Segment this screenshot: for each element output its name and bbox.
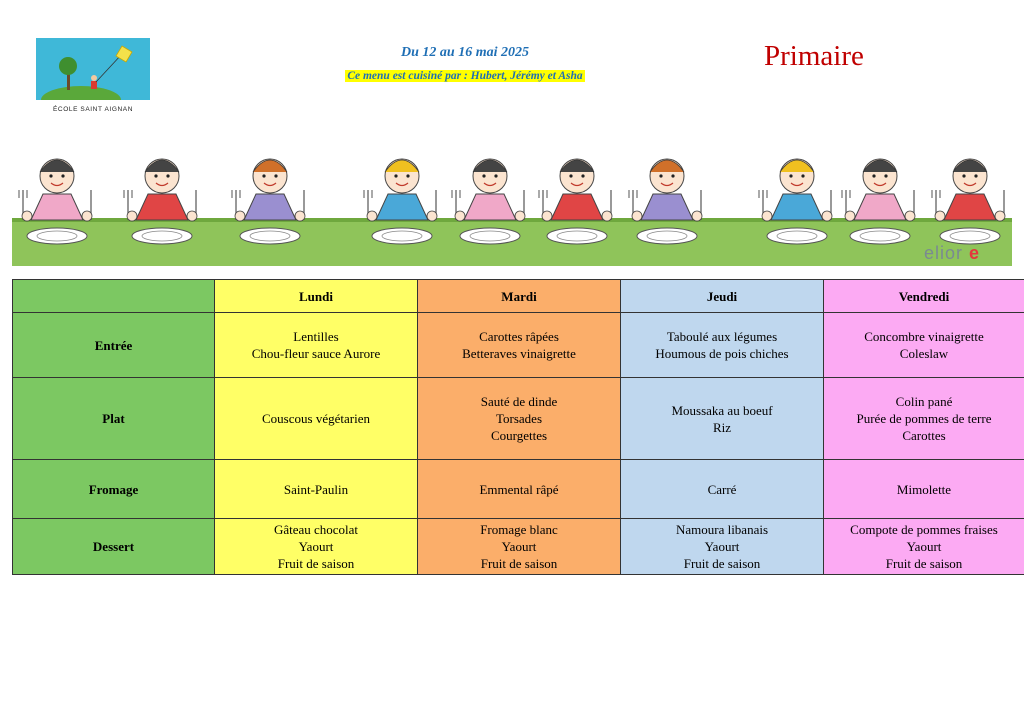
child-hand — [82, 211, 92, 221]
child-hair — [650, 160, 684, 172]
child-hair — [40, 160, 74, 172]
plate-icon — [132, 228, 192, 244]
child-body — [771, 194, 823, 220]
child-hair — [863, 160, 897, 172]
menu-cell-lundi — [215, 378, 418, 460]
dish-item: Namoura libanais — [675, 522, 769, 537]
child-hair — [560, 160, 594, 172]
child-hair — [385, 160, 419, 172]
plate-icon — [547, 228, 607, 244]
dish-item: Fruit de saison — [885, 556, 963, 571]
dish-item: Mimolette — [896, 481, 952, 497]
weekly-menu-table — [12, 279, 1024, 575]
elior-mark-icon: e — [968, 243, 980, 263]
dish-item: Chou-fleur sauce Aurore — [251, 346, 381, 361]
dish-item: Carottes — [902, 428, 946, 443]
school-level-title: Primaire — [764, 40, 864, 72]
plate-icon — [460, 228, 520, 244]
menu-cell-mardi — [418, 378, 621, 460]
child-hand — [692, 211, 702, 221]
course-label: Dessert — [13, 519, 215, 575]
dish-item: Yaourt — [298, 539, 334, 554]
menu-cell-lundi — [215, 313, 418, 378]
dish-item: Torsades — [495, 411, 543, 426]
child-hair — [253, 160, 287, 172]
child-hand — [367, 211, 377, 221]
dish-item: Colin pané — [895, 394, 953, 409]
dish-item: Carré — [707, 481, 737, 497]
menu-cell-vendredi — [824, 519, 1024, 575]
child-hand — [515, 211, 525, 221]
menu-cell-vendredi — [824, 313, 1024, 378]
plate-icon — [850, 228, 910, 244]
child-hand — [762, 211, 772, 221]
dish-item: Emmental râpé — [479, 481, 559, 497]
dish-item: Yaourt — [704, 539, 740, 554]
cooked-by-note: Ce menu est cuisiné par : Hubert, Jérémy et Asha — [347, 70, 583, 82]
dish-item: Couscous végétarien — [262, 411, 370, 426]
dish-item: Gâteau chocolat — [273, 522, 359, 537]
corner-cell — [13, 280, 215, 313]
course-label: Entrée — [13, 313, 215, 378]
child-hand — [995, 211, 1005, 221]
menu-row — [13, 460, 1024, 519]
elior-logo — [924, 243, 980, 264]
child-body — [854, 194, 906, 220]
dish-item: Compote de pommes fraises — [850, 522, 998, 537]
dish-item: Purée de pommes de terre — [856, 411, 992, 426]
menu-cell-jeudi — [621, 313, 824, 378]
dish-item: Lentilles — [293, 329, 339, 344]
dish-item: Riz — [712, 419, 732, 435]
menu-cell-lundi — [215, 519, 418, 575]
menu-cell-vendredi — [824, 460, 1024, 519]
dish-item: Courgettes — [490, 428, 548, 443]
menu-cell-mardi — [418, 313, 621, 378]
dish-item: Taboulé aux légumes — [666, 329, 778, 344]
day-header-vendredi: Vendredi — [824, 280, 1024, 313]
child-hand — [455, 211, 465, 221]
menu-cell-mardi — [418, 460, 621, 519]
child-body — [641, 194, 693, 220]
child-body — [944, 194, 996, 220]
child-hair — [145, 160, 179, 172]
dish-item: Carottes râpées — [479, 329, 559, 344]
child-hand — [295, 211, 305, 221]
child-hand — [427, 211, 437, 221]
child-hand — [127, 211, 137, 221]
menu-row — [13, 378, 1024, 460]
plate-icon — [637, 228, 697, 244]
dish-item: Saint-Paulin — [283, 481, 349, 497]
child-hand — [822, 211, 832, 221]
menu-cell-jeudi — [621, 519, 824, 575]
course-label: Fromage — [13, 460, 215, 519]
school-logo — [36, 38, 150, 113]
menu-cell-lundi — [215, 460, 418, 519]
dish-item: Fromage blanc — [480, 522, 558, 537]
child-hand — [602, 211, 612, 221]
menu-row — [13, 519, 1024, 575]
child-body — [376, 194, 428, 220]
dish-item: Coleslaw — [899, 346, 949, 361]
plate-icon — [372, 228, 432, 244]
dish-item: Moussaka au boeuf — [671, 402, 773, 418]
menu-cell-mardi — [418, 519, 621, 575]
menu-cell-jeudi — [621, 460, 824, 519]
menu-cell-vendredi — [824, 378, 1024, 460]
child-hair — [473, 160, 507, 172]
dish-item: Houmous de pois chiches — [655, 346, 789, 361]
dish-item: Fruit de saison — [277, 556, 355, 571]
dish-item: Betteraves vinaigrette — [462, 346, 576, 361]
child-hand — [542, 211, 552, 221]
dish-item: Fruit de saison — [480, 556, 558, 571]
child-body — [244, 194, 296, 220]
child-body — [551, 194, 603, 220]
child-hand — [935, 211, 945, 221]
menu-row — [13, 313, 1024, 378]
day-header-row — [13, 280, 1024, 313]
logo-caption: ÉCOLE SAINT AIGNAN — [52, 106, 134, 113]
children-illustration — [12, 140, 1012, 266]
dish-item: Yaourt — [501, 539, 537, 554]
menu-cell-jeudi — [621, 378, 824, 460]
child-body — [136, 194, 188, 220]
day-header-jeudi: Jeudi — [621, 280, 824, 313]
logo-illustration — [36, 38, 150, 100]
menu-dates: Du 12 au 16 mai 2025 — [401, 45, 529, 60]
child-body — [464, 194, 516, 220]
plate-icon — [27, 228, 87, 244]
child-hand — [22, 211, 32, 221]
dish-item: Yaourt — [906, 539, 942, 554]
child-hand — [905, 211, 915, 221]
day-header-lundi: Lundi — [215, 280, 418, 313]
child-hand — [235, 211, 245, 221]
dish-item: Concombre vinaigrette — [864, 329, 984, 344]
day-header-mardi: Mardi — [418, 280, 621, 313]
child-hair — [780, 160, 814, 172]
course-label: Plat — [13, 378, 215, 460]
elior-logo-text: elior — [923, 243, 963, 263]
child-hand — [632, 211, 642, 221]
child-hand — [187, 211, 197, 221]
dish-item: Sauté de dinde — [480, 394, 558, 409]
plate-icon — [767, 228, 827, 244]
child-hand — [845, 211, 855, 221]
plate-icon — [240, 228, 300, 244]
plate-icon — [940, 228, 1000, 244]
children-table-banner — [12, 140, 1012, 266]
dish-item: Fruit de saison — [683, 556, 761, 571]
child-hair — [953, 160, 987, 172]
child-body — [31, 194, 83, 220]
